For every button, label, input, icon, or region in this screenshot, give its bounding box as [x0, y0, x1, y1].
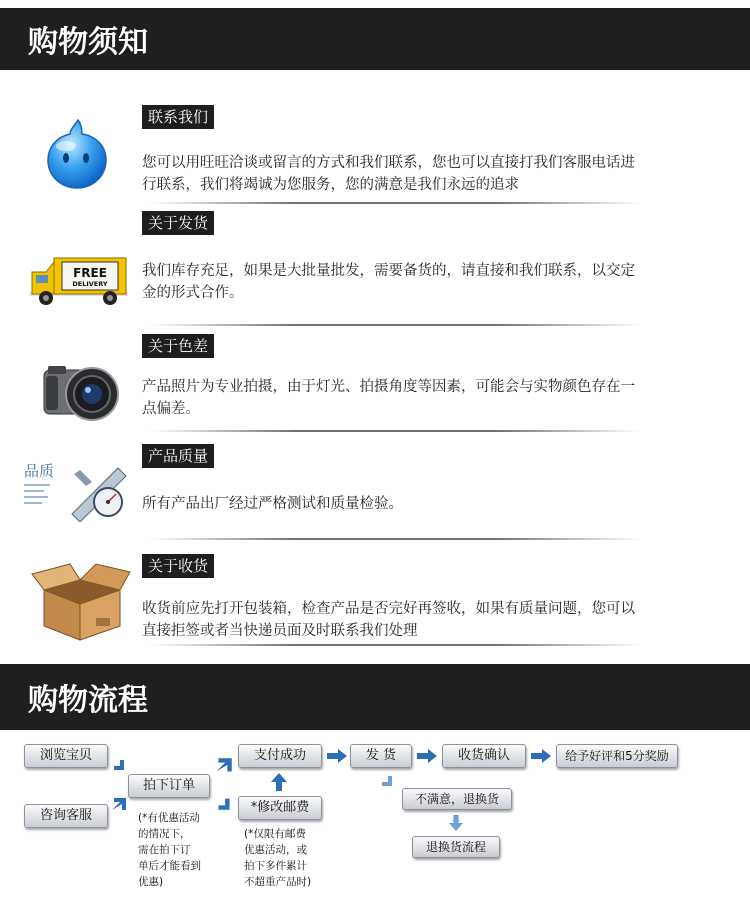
arrow-down-icon — [448, 813, 464, 833]
arrow-right-icon — [326, 748, 348, 764]
step-browse: 浏览宝贝 — [24, 744, 108, 768]
step-receive: 收货确认 — [442, 744, 526, 768]
arrow-up-right-icon — [214, 756, 234, 776]
section-text-shipping: 我们库存充足，如果是大批量批发，需要备货的，请直接和我们联系，以交定金的形式合作。 — [142, 263, 635, 301]
delivery-truck-icon — [28, 252, 132, 310]
arrow-down-right-icon — [378, 770, 396, 788]
step-unsatisfied: 不满意，退换货 — [402, 788, 512, 810]
section-divider — [150, 324, 640, 326]
notice-title: 购物须知 — [28, 25, 148, 60]
order-note-line: 需在拍下订 — [138, 844, 191, 856]
section-label-shipping: 关于发货 — [142, 211, 214, 235]
section-label-quality: 产品质量 — [142, 444, 214, 468]
arrow-down-right-icon — [110, 754, 128, 772]
section-text-color: 产品照片为专业拍摄，由于灯光、拍摄角度等因素，可能会与实物颜色存在一点偏差。 — [142, 379, 635, 417]
postage-note-line: 优惠活动，或 — [244, 844, 307, 856]
order-note-line: 的情况下， — [138, 828, 191, 840]
truck-sign-delivery: DELIVERY — [72, 280, 108, 288]
order-note-line: (*有优惠活动 — [138, 812, 200, 824]
arrow-up-right-icon — [110, 796, 128, 814]
step-paid: 支付成功 — [238, 744, 322, 768]
quality-mark: 品质 — [24, 462, 55, 480]
arrow-right-icon — [530, 748, 552, 764]
section-text-receiving: 收货前应先打开包装箱，检查产品是否完好再签收，如果有质量问题，您可以直接拒签或者当快递员面及时联系我们处理 — [142, 601, 635, 639]
section-text-quality: 所有产品出厂经过严格测试和质量检验。 — [142, 496, 403, 512]
arrow-up-icon — [270, 772, 288, 792]
postage-note-line: (*仅限有邮费 — [244, 828, 306, 840]
process-header — [0, 664, 750, 730]
caliper-gauge-icon — [66, 462, 134, 522]
postage-note-line: 不超重产品时) — [244, 876, 312, 888]
order-note-line: 单后才能看到 — [138, 860, 201, 872]
section-divider — [150, 644, 640, 646]
postage-note-line: 拍下多件累计 — [244, 860, 307, 872]
camera-icon — [40, 362, 124, 422]
section-label-contact: 联系我们 — [142, 105, 214, 129]
section-divider — [150, 202, 640, 204]
step-ship: 发 货 — [350, 744, 412, 768]
cardboard-box-icon — [30, 560, 132, 642]
section-divider — [150, 430, 640, 432]
step-modify-postage: *修改邮费 — [238, 796, 322, 820]
wangwang-chat-icon — [44, 118, 110, 190]
step-review: 给予好评和5分奖励 — [556, 744, 678, 768]
order-note — [138, 810, 201, 890]
arrow-right-icon — [416, 748, 438, 764]
step-return-flow: 退换货流程 — [412, 836, 500, 858]
quality-lines-icon — [24, 482, 54, 512]
step-consult: 咨询客服 — [24, 804, 108, 828]
step-order: 拍下订单 — [128, 774, 210, 798]
postage-note — [244, 826, 311, 890]
section-text-contact: 您可以用旺旺洽谈或留言的方式和我们联系，您也可以直接打我们客服电话进行联系，我们将竭诚为您服务，您的满意是我们永远的追求 — [142, 155, 635, 193]
notice-header — [0, 8, 750, 70]
arrow-down-right-icon — [214, 792, 234, 812]
section-label-color: 关于色差 — [142, 334, 214, 358]
order-note-line: 优惠) — [138, 876, 164, 888]
section-divider — [150, 538, 640, 540]
section-label-receiving: 关于收货 — [142, 554, 214, 578]
truck-sign-free: FREE — [73, 266, 107, 280]
process-title: 购物流程 — [28, 683, 148, 718]
